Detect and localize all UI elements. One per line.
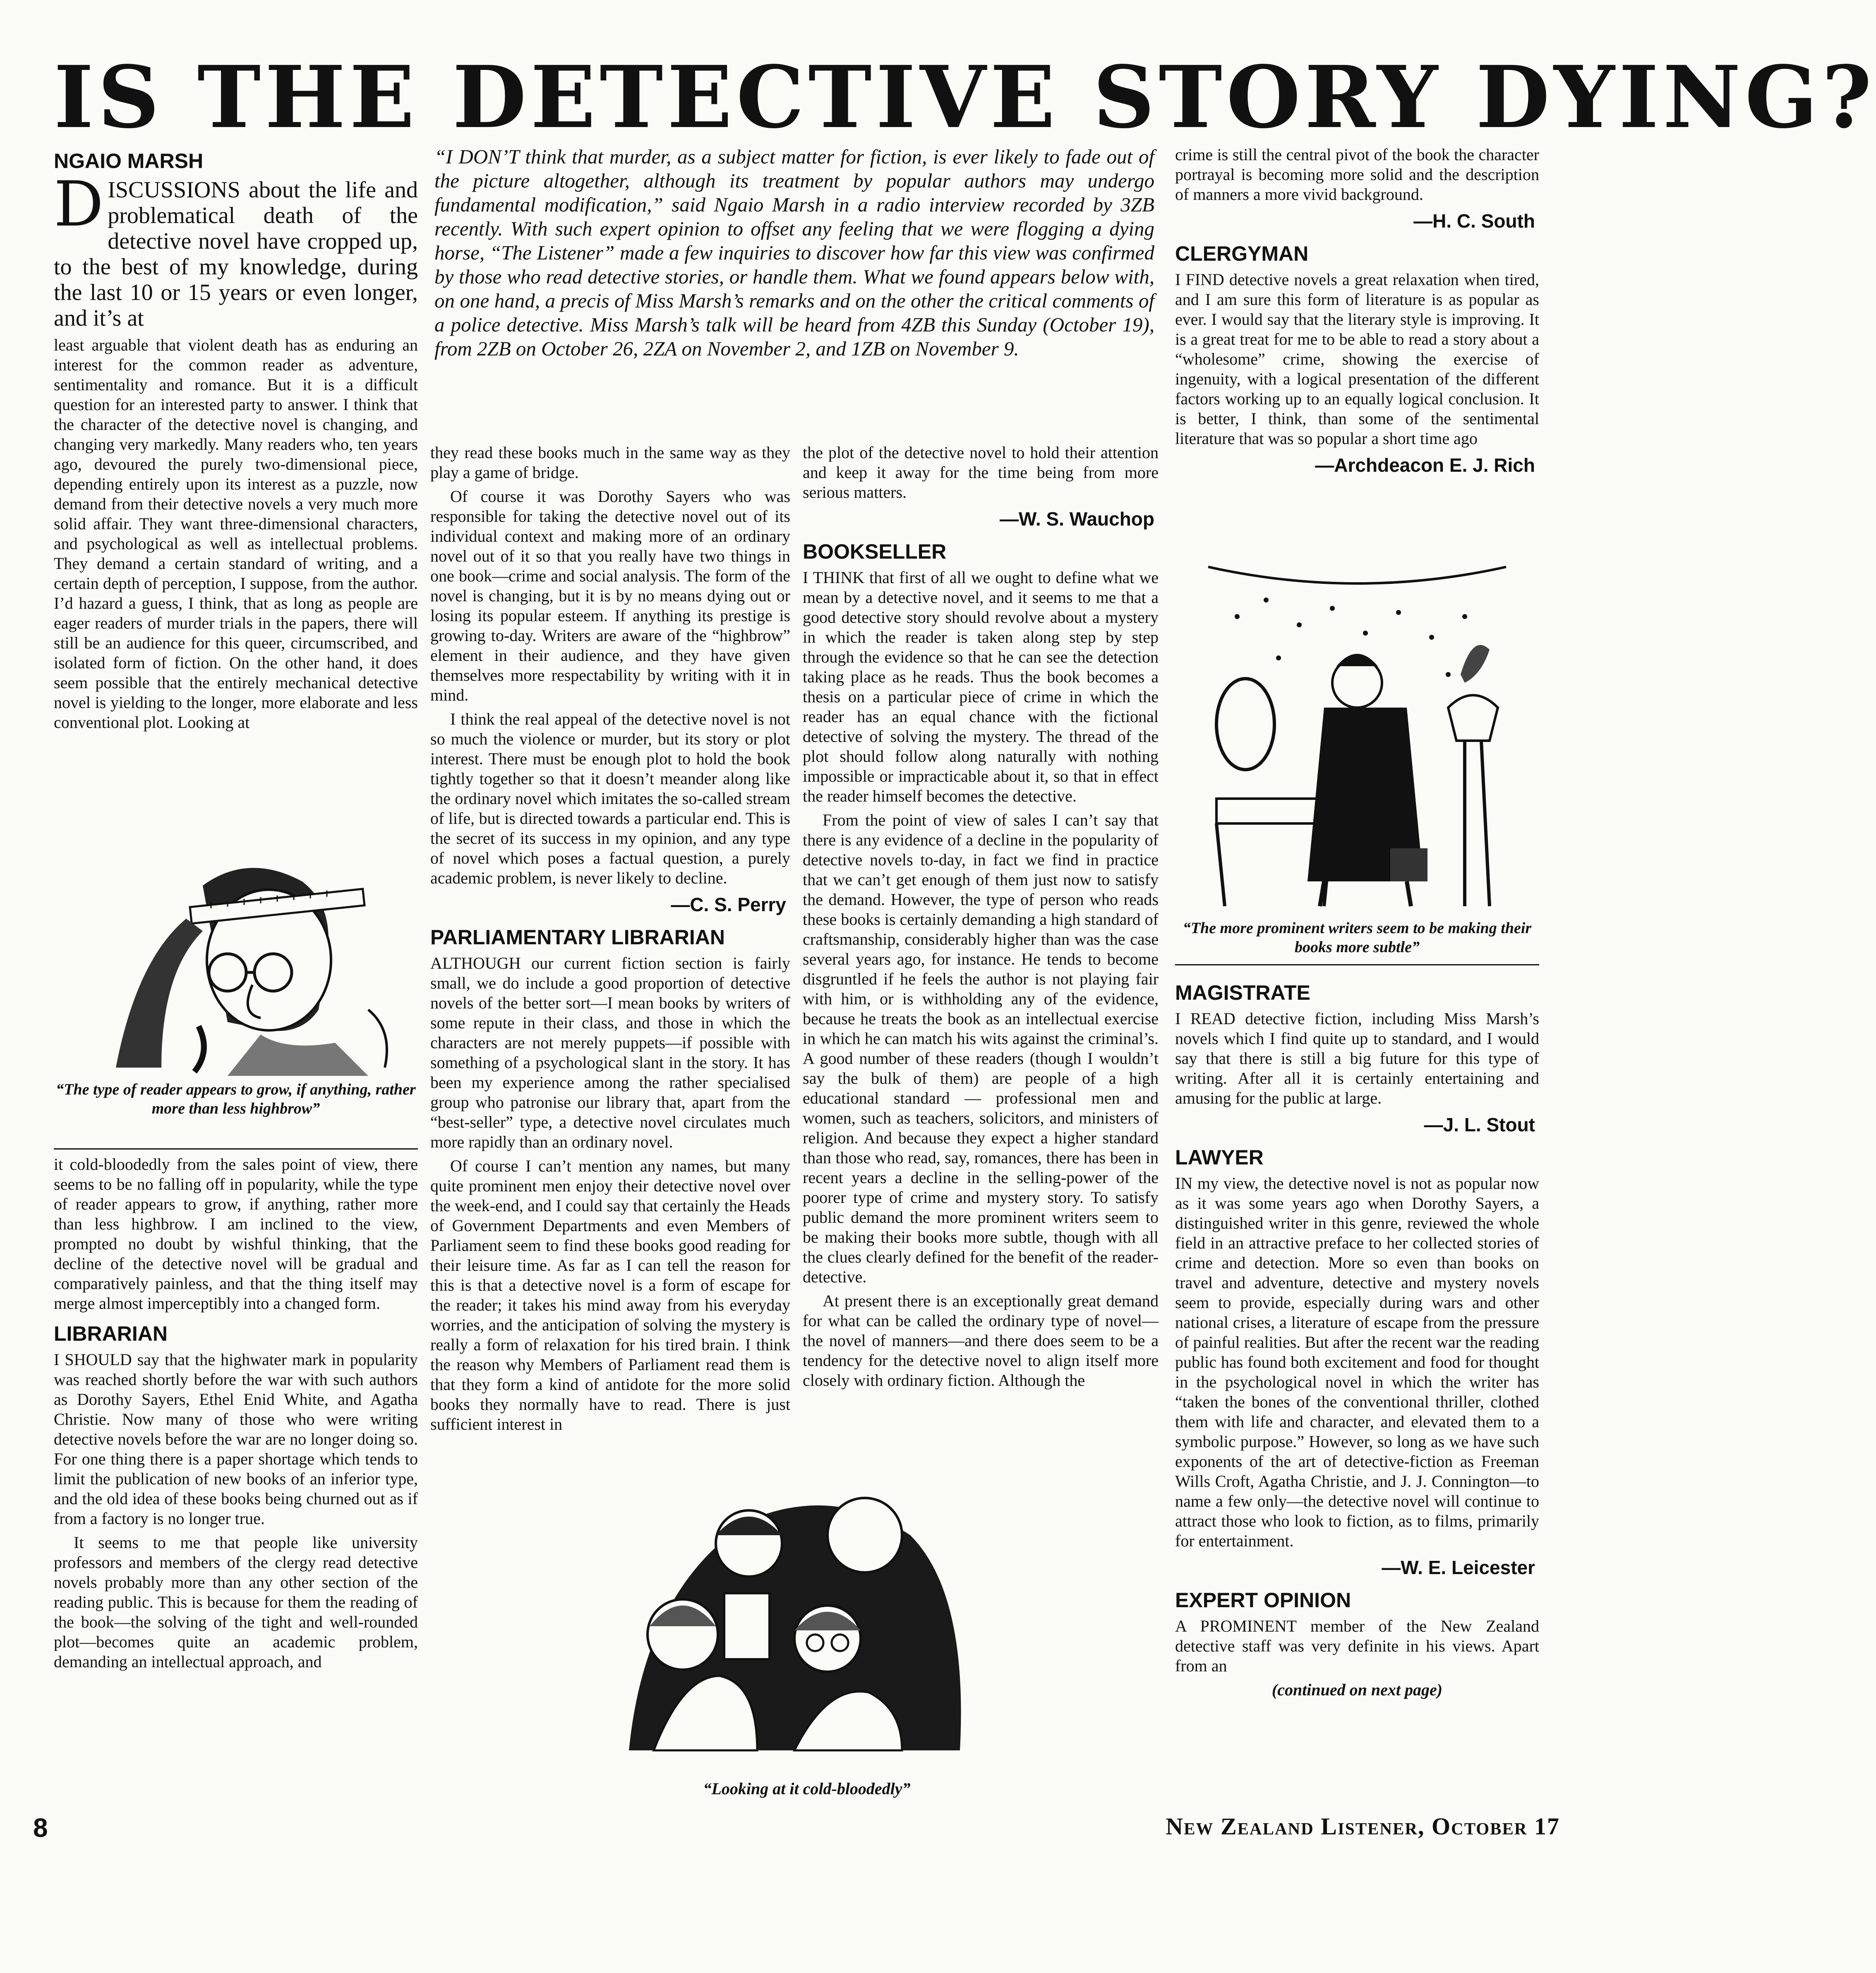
lawyer-paragraph: IN my view, the detective novel is not as popular now as it was some years ago when Dorothy Sayers, a distinguished writer in this genre, reviewed the whole field in an attractive preface to her collected stories of crime and detection. More so even than books on travel and adventure, detective and mystery novels seem to provide, especially during wars and other national crises, a literature of escape from the pressure of painful realities. But after the recent war the reading public has found both excitement and food for thought in the psychological novel in which the writer has “taken the bones of the conventional thriller, clothed them with life and character, and elevated them to a symbolic purpose.” However, so long as we have such exponents of the art of detective-fiction as Freeman Wills Croft, Agatha Christie, and J. J. Connington—to name a few only—the detective novel will continue to attract those who look to fiction, as to films, primarily for entertainment. bbox=[1175, 1174, 1539, 1550]
signature-south: —H. C. South bbox=[1413, 210, 1535, 232]
intro-quote: “I DON’T think that murder, as a subject matter for fiction, is ever likely to fade out of the picture altogether, although its treatment by popular authors may undergo fundamental modification,” said Ngaio Marsh in a radio interview recorded by 3ZB recently. With such expert opinion to offset any feeling that we were flogging a dying horse, “The Listener” made a few inquiries to discover how far this view was confirmed by those who read detective stories, or handle them. What we found appears below with, on one hand, a precis of Miss Marsh’s remarks and on the other the critical comments of a police detective. Miss Marsh’s talk will be heard from 4ZB this Sunday (October 19), from 2ZB on October 26, 2ZA on November 2, and 1ZB on November 9. bbox=[434, 145, 1154, 360]
divider bbox=[1175, 964, 1539, 965]
caption-highbrow: “The type of reader appears to grow, if anything, rather more than less highbrow” bbox=[56, 1081, 416, 1117]
section-heading-expert: EXPERT OPINION bbox=[1175, 1589, 1351, 1612]
signature-rich: —Archdeacon E. J. Rich bbox=[1315, 454, 1535, 476]
section-heading-magistrate: MAGISTRATE bbox=[1175, 981, 1310, 1004]
bookseller-paragraph: I THINK that first of all we ought to define what we mean by a detective novel, and it seems to me that a good detective story should revolve about a mystery in which the reader is taken along step by step through the evidence so that he can see the detection taking place as he reads. Thus the book becomes a thesis on a particular piece of crime in which the reader has an equal chance with the fictional detective of solving the mystery. The thread of the plot should follow along naturally with nothing impossible or impracticable about it, so that in effect the reader himself becomes the detective. bbox=[803, 568, 1159, 805]
perry-paragraph: they read these books much in the same way as they play a game of bridge. bbox=[430, 443, 790, 482]
marsh-librarian-column bbox=[54, 1155, 418, 1808]
bookseller-paragraph: From the point of view of sales I can’t say that there is any evidence of a decline in the popularity of detective novels to-day, in fact we find in practice that we can’t get enough of them just now to satisfy the demand. However, the type of person who reads these books is certainly demanding a high standard of craftsmanship, considerably higher than was the case several years ago, for instance. He tends to become disgruntled if he feels the author is not playing fair with him, or is withholding any of the evidence, because he treats the book as an intellectual exercise in which he can match his wits against the criminal’s. A good number of these readers (though I wouldn’t say the bulk of them) are people of a high educational standard — professional men and women, such as teachers, solicitors, and ministers of religion. And because they expect a higher standard than those who read, say, romances, there has been in recent years a decline in the selling-power of the poorer type of crime and mystery story. To satisfy public demand the more prominent writers seem to be making their books more subtle, though with all the clues clearly defined for the benefit of the reader-detective. bbox=[803, 811, 1159, 1286]
expert-paragraph: A PROMINENT member of the New Zealand detective staff was very definite in his views. Apart from an bbox=[1175, 1617, 1539, 1675]
parliamentary-paragraph: ALTHOUGH our current fiction section is fairly small, we do include a good proportion of detective novels of the better sort—I mean books by writers of some repute in their class, and those in which the characters are not merely puppets—if possible with something of a psychological slant in the story. It has been my experience among the rather specialised group who patronise our library that, apart from the “best-seller” type, a detective novel circulates much more rapidly than an ordinary novel. bbox=[430, 954, 790, 1151]
section-heading-lawyer: LAWYER bbox=[1175, 1146, 1264, 1169]
south-paragraph: crime is still the central pivot of the book the character portrayal is becoming more solid and the description of manners a more vivid background. bbox=[1175, 145, 1539, 204]
perry-parliamentary-column bbox=[430, 443, 790, 1452]
marsh-article bbox=[54, 141, 418, 828]
headline: IS THE DETECTIVE STORY DYING? bbox=[54, 47, 1876, 147]
illustration-cold-bloodedly bbox=[621, 1461, 976, 1779]
caption-cold-bloodedly: “Looking at it cold-bloodedly” bbox=[703, 1779, 911, 1798]
section-heading-parliamentary: PARLIAMENTARY LIBRARIAN bbox=[430, 926, 725, 949]
clergyman-paragraph: I FIND detective novels a great relaxation when tired, and I am sure this form of literature is as popular as ever. I would say that the literary style is improving. It is a great treat for me to be able to read a story about a “wholesome” crime, showing the exercise of ingenuity, with a logical presentation of the different factors working up to an equally logical conclusion. It is better, I think, than some of the sentimental literature that was so popular a short time ago bbox=[1175, 270, 1539, 448]
section-heading-clergyman: CLERGYMAN bbox=[1175, 242, 1309, 265]
signature-leicester: —W. E. Leicester bbox=[1382, 1557, 1535, 1578]
continued-note: (continued on next page) bbox=[1271, 1680, 1443, 1699]
wauchop-bookseller-column bbox=[803, 443, 1159, 1452]
south-clergyman-column bbox=[1175, 145, 1539, 534]
librarian-paragraph: I SHOULD say that the highwater mark in popularity was reached shortly before the war with such authors as Dorothy Sayers, Ethel Enid White, and Agatha Christie. Now many of those who were writing detective novels before the war are no longer doing so. For one thing there is a paper shortage which tends to limit the publication of new books of an inferior type, and the old idea of these books being churned out as if from a factory is no longer true. bbox=[54, 1350, 418, 1528]
divider bbox=[54, 1148, 418, 1150]
signature-stout: —J. L. Stout bbox=[1424, 1114, 1535, 1135]
illustration-bookstall bbox=[1175, 550, 1539, 914]
perry-paragraph: Of course it was Dorothy Sayers who was responsible for taking the detective novel out of its individual context and making more of an ordinary novel out of it so that you really have two things in one book—crime and social analysis. The form of the novel is changing, but it is by no means dying out or losing its popular esteem. If anything its prestige is growing to-day. Writers are aware of the “highbrow” element in their audience, and they have given themselves more respectability by writing with it in mind. bbox=[430, 487, 790, 704]
magistrate-lawyer-expert-column bbox=[1175, 972, 1539, 1804]
wauchop-paragraph: the plot of the detective novel to hold their attention and keep it away for the time being from more serious matters. bbox=[803, 443, 1159, 502]
caption-subtle: “The more prominent writers seem to be making their books more subtle” bbox=[1183, 919, 1532, 956]
signature-perry: —C. S. Perry bbox=[671, 894, 786, 915]
illustration-highbrow-reader bbox=[54, 836, 418, 1076]
publication-line: New Zealand Listener, October 17 bbox=[1166, 1813, 1560, 1840]
perry-paragraph: I think the real appeal of the detective novel is not so much the violence or murder, but its story or plot interest. There must be enough plot to hold the book tightly together so that it doesn’t meander along like the ordinary novel which imitates the so-called stream of life, but is directed towards a particular end. This is the secret of its success in my opinion, and any type of novel which poses a factual question, a purely academic problem, is never likely to decline. bbox=[430, 710, 790, 887]
bookseller-paragraph: At present there is an exceptionally great demand for what can be called the ordinary type of novel—the novel of manners—and there does seem to be a tendency for the detective novel to align itself more closely with ordinary fiction. Although the bbox=[803, 1291, 1159, 1390]
page-number: 8 bbox=[33, 1813, 48, 1843]
section-heading-bookseller: BOOKSELLER bbox=[803, 540, 947, 563]
signature-wauchop: —W. S. Wauchop bbox=[1000, 508, 1154, 530]
drop-cap: D bbox=[54, 168, 104, 240]
section-heading-marsh: NGAIO MARSH bbox=[54, 149, 204, 173]
section-heading-librarian: LIBRARIAN bbox=[54, 1322, 168, 1345]
magistrate-paragraph: I READ detective fiction, including Miss Marsh’s novels which I find quite up to standard, and I would say that there is still a big future for this type of writing. After all it is certainly entertaining and amusing for the public at large. bbox=[1175, 1009, 1539, 1107]
librarian-paragraph: It seems to me that people like university professors and members of the clergy read detective novels probably more than any other section of the reading public. This is because for them the reading of the book—the solving of the tight and well-rounded plot—becomes quite an academic problem, demanding an intellectual approach, and bbox=[54, 1533, 418, 1671]
marsh-paragraph: it cold-bloodedly from the sales point of view, there seems to be no falling off in popularity, while the type of reader appears to grow, if anything, rather more than less highbrow. I am inclined to the view, prompted no doubt by wishful thinking, that the decline of the detective novel will be gradual and comparatively painless, and that the thing itself may merge almost imperceptibly into a changed form. bbox=[54, 1155, 418, 1313]
marsh-paragraph: least arguable that violent death has as enduring an interest for the common reader as adventure, sentimentality and romance. But it is a difficult question for an interested party to answer. I think that the character of the detective novel is changing, and changing very markedly. Many readers who, ten years ago, devoured the purely two-dimensional piece, depending entirely upon its interest as a puzzle, now demand from their detective novels a very much more solid affair. They want three-dimensional characters, and psychological as well as intellectual problems. They demand a certain standard of writing, and a certain depth of perception, I suppose, from the author. I’d hazard a guess, I think, that as long as people are eager readers of murder trials in the papers, there will still be an audience for this queer, circumscribed, and isolated form of fiction. On the other hand, it does seem possible that the entirely mechanical detective novel is yielding to the longer, more elaborate and less conventional plot. Looking at bbox=[54, 336, 418, 732]
parliamentary-paragraph: Of course I can’t mention any names, but many quite prominent men enjoy their detective novel over the week-end, and I could say that certainly the Heads of Government Departments and even Members of Parliament seem to find these books good reading for their leisure time. As far as I can tell the reason for this is that a detective novel is a form of escape for the reader; it takes his mind away from his everyday worries, and the anticipation of solving the mystery is really a form of relaxation for his tired brain. I think the reason why Members of Parliament read them is that they form a kind of antidote for the more solid books they normally have to read. There is just sufficient interest in bbox=[430, 1157, 790, 1433]
marsh-lead: DISCUSSIONS about the life and problematical death of the detective novel have cropped up, to the best of my knowledge, during the last 10 or 15 years or even longer, and it’s at bbox=[54, 168, 418, 331]
